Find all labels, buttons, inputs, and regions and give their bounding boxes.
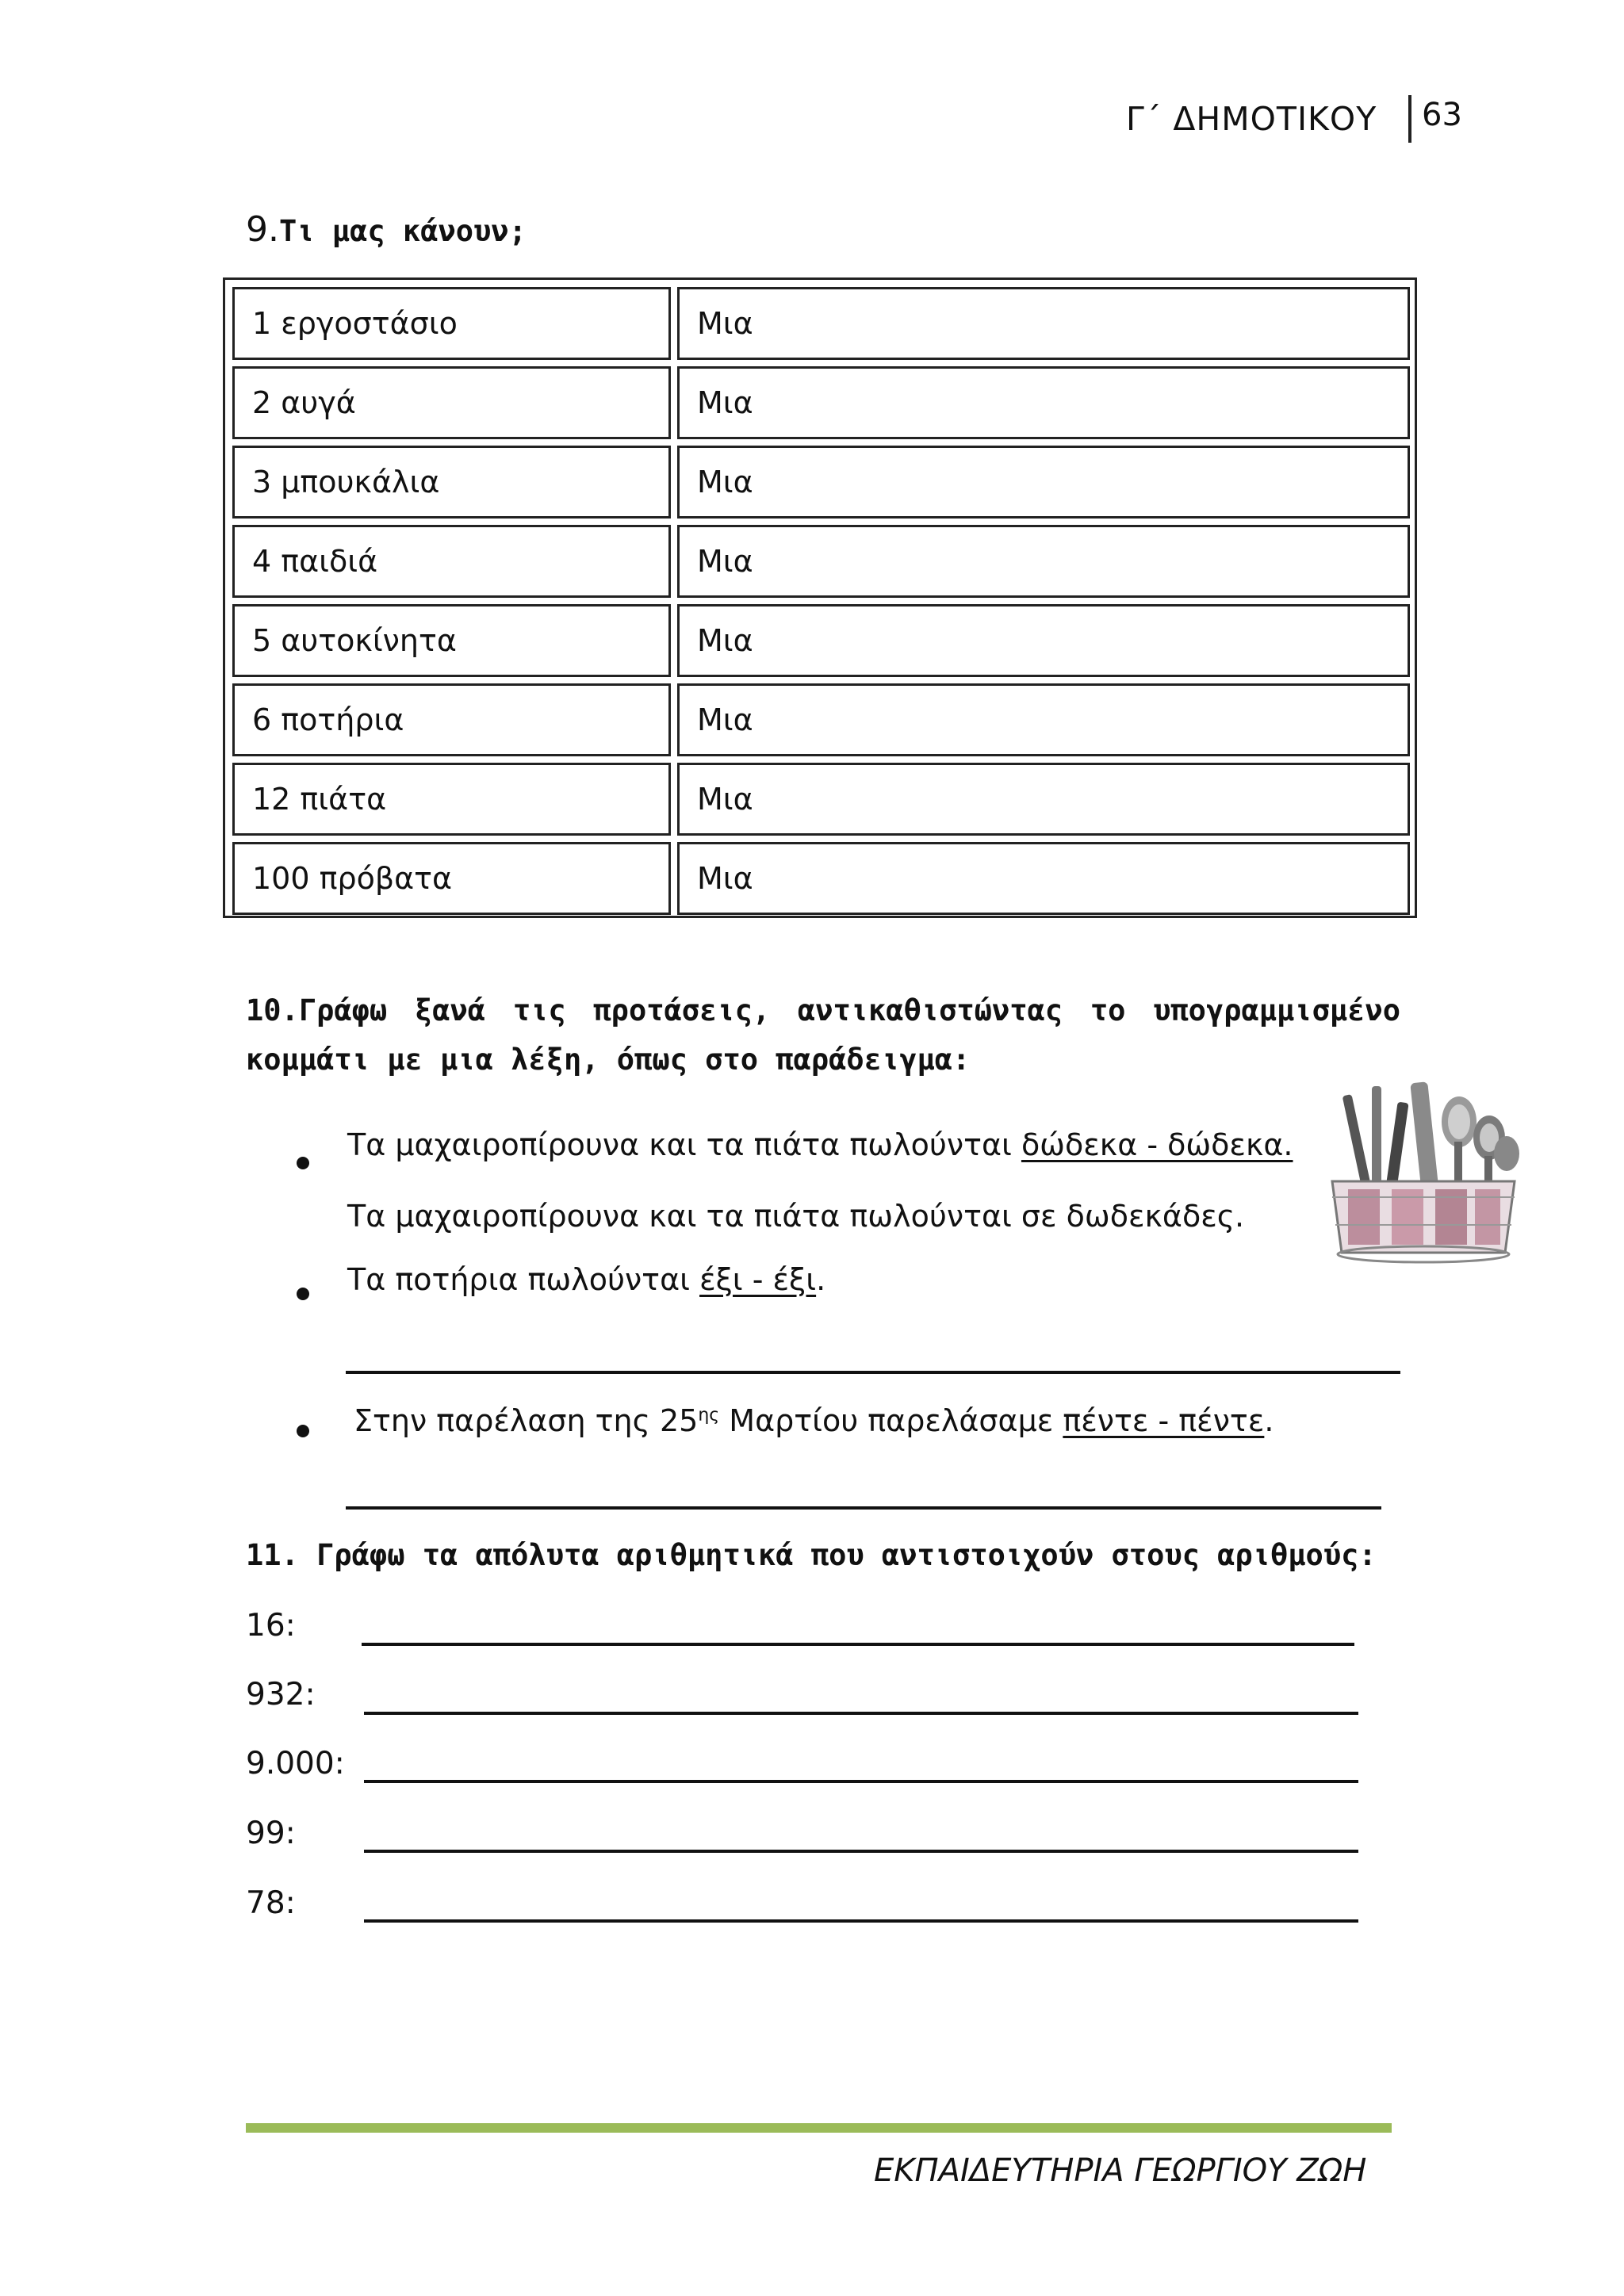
- instruction-word: τις: [512, 993, 566, 1027]
- example-sentence: [347, 1127, 1293, 1162]
- table-cell-item: 2 αυγά: [232, 366, 671, 439]
- table-cell-answer[interactable]: Μια: [677, 763, 1410, 836]
- bullet-icon: [297, 1157, 309, 1169]
- answer-line-99[interactable]: [364, 1850, 1358, 1853]
- table-cell-answer[interactable]: Μια: [677, 287, 1410, 360]
- sentence-3: [354, 1403, 1274, 1438]
- table-cell-answer[interactable]: Μια: [677, 842, 1410, 915]
- table-cell-item: 12 πιάτα: [232, 763, 671, 836]
- instruction-word: προτάσεις,: [593, 993, 771, 1027]
- header-separator: [1408, 95, 1411, 143]
- exercise-10-instruction-line1: [246, 993, 1400, 1027]
- table-cell-item: 6 ποτήρια: [232, 683, 671, 756]
- sentence-3-text: Στην παρέλαση της 25: [354, 1403, 699, 1438]
- answer-line-16[interactable]: [362, 1643, 1354, 1646]
- sentence-3-underlined: πέντε - πέντε: [1063, 1403, 1265, 1438]
- number-label: 16:: [246, 1608, 296, 1644]
- sentence-2-text: Τα ποτήρια πωλούνται: [347, 1262, 700, 1297]
- exercise-9-number: 9.: [246, 209, 279, 250]
- sentence-3-superscript: ης: [698, 1405, 720, 1425]
- example-text: Τα μαχαιροπίρουνα και τα πιάτα πωλούνται: [347, 1127, 1021, 1162]
- bullet-icon: [297, 1288, 309, 1300]
- table-cell-answer[interactable]: Μια: [677, 366, 1410, 439]
- sentence-3-text-after: Μαρτίου παρελάσαμε: [719, 1403, 1063, 1438]
- number-label: 99:: [246, 1816, 296, 1851]
- instruction-word: 10.Γράφω: [246, 993, 388, 1027]
- table-cell-answer[interactable]: Μια: [677, 683, 1410, 756]
- exercise-11-title: 11. Γράφω τα απόλυτα αριθμητικά που αντιστοιχούν στους αριθμούς:: [246, 1538, 1377, 1572]
- example-underlined: δώδεκα - δώδεκα.: [1021, 1127, 1293, 1162]
- exercise-9-table: [223, 277, 1417, 918]
- sentence-2: [347, 1262, 825, 1297]
- answer-line-932[interactable]: [364, 1712, 1358, 1715]
- page-number: 63: [1422, 97, 1462, 133]
- exercise-9-title: [246, 209, 527, 250]
- answer-line-9000[interactable]: [364, 1780, 1358, 1783]
- instruction-word: αντικαθιστώντας: [797, 993, 1063, 1027]
- number-label: 78:: [246, 1885, 296, 1921]
- number-label: 932:: [246, 1677, 316, 1712]
- table-cell-answer[interactable]: Μια: [677, 604, 1410, 677]
- header-title: Γ΄ ΔΗΜΟΤΙΚΟΥ: [1126, 100, 1377, 138]
- cutlery-holder-icon: [1316, 1078, 1530, 1276]
- example-answer: Τα μαχαιροπίρουνα και τα πιάτα πωλούνται σε δωδεκάδες.: [347, 1199, 1245, 1234]
- answer-line-sentence-3[interactable]: [346, 1506, 1381, 1510]
- instruction-word: ξανά: [414, 993, 486, 1027]
- sentence-2-underlined: έξι - έξι: [699, 1262, 817, 1297]
- table-cell-answer[interactable]: Μια: [677, 525, 1410, 598]
- instruction-word: το: [1090, 993, 1126, 1027]
- table-cell-item: 3 μπουκάλια: [232, 446, 671, 519]
- footer-author: ΕΚΠΑΙΔΕΥΤΗΡΙΑ ΓΕΩΡΓΙΟΥ ΖΩΗ: [874, 2152, 1367, 2189]
- table-cell-item: 1 εργοστάσιο: [232, 287, 671, 360]
- table-cell-answer[interactable]: Μια: [677, 446, 1410, 519]
- exercise-10-instruction-line2: κομμάτι με μια λέξη, όπως στο παράδειγμα:: [246, 1043, 971, 1077]
- answer-line-78[interactable]: [364, 1919, 1358, 1923]
- table-cell-item: 4 παιδιά: [232, 525, 671, 598]
- bullet-icon: [297, 1425, 309, 1437]
- footer-bar: [246, 2123, 1392, 2133]
- table-cell-item: 100 πρόβατα: [232, 842, 671, 915]
- instruction-word: υπογραμμισμένο: [1153, 993, 1400, 1027]
- table-cell-item: 5 αυτοκίνητα: [232, 604, 671, 677]
- sentence-2-end: .: [816, 1262, 826, 1297]
- exercise-9-question: Τι μας κάνουν;: [278, 214, 527, 248]
- sentence-3-end: .: [1264, 1403, 1274, 1438]
- answer-line-sentence-2[interactable]: [346, 1371, 1400, 1374]
- number-label: 9.000:: [246, 1746, 345, 1781]
